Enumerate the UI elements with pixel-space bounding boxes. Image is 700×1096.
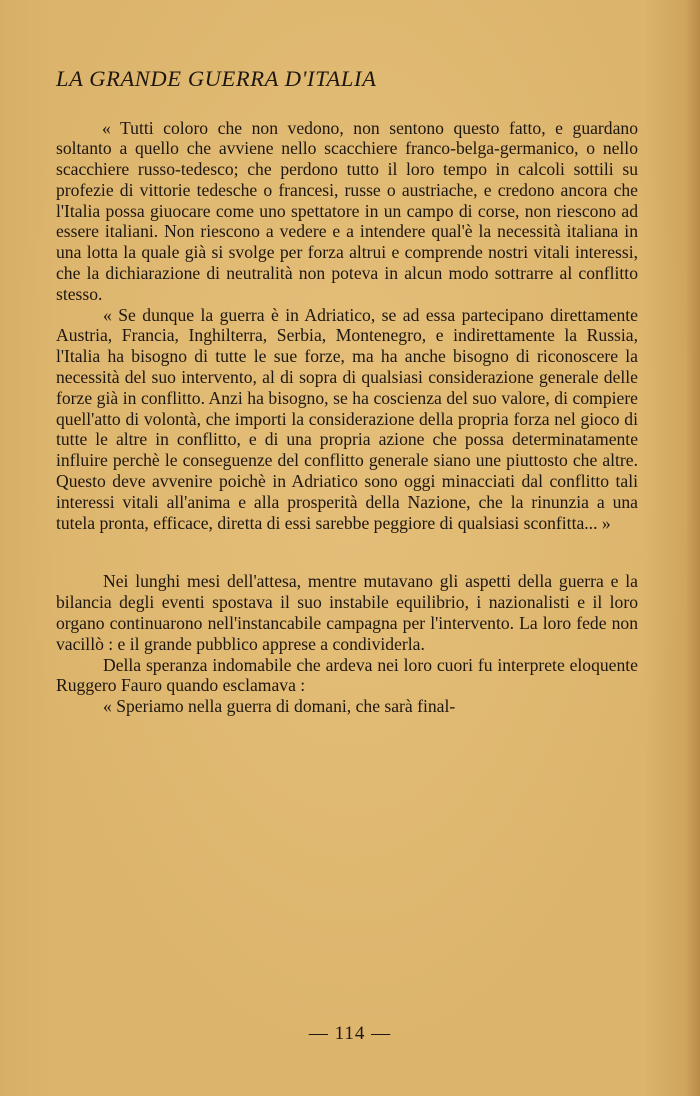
body-paragraph-4: Della speranza indomabile che ardeva nei loro cuori fu interprete eloquente Ruggero Fauro quando esclamava : [56, 654, 638, 696]
quote-paragraph-2: « Se dunque la guerra è in Adriatico, se ad essa partecipano direttamente Austria, Francia, Inghilterra, Serbia, Montenegro, e indirettamente la Russia, l'Italia ha bisogno di tutte le sue forze, ma ha anche bisogno di riconoscere la necessità del suo intervento, al di sopra di qualsiasi considerazione generale delle forze già in conflitto. Anzi ha bisogno, se ha coscienza del suo valore, di compiere quell'atto di volontà, che importi la considerazione della propria forza nel gioco di tutte le altre in conflitto, e di una propria azione che possa determinatamente influire perchè le conseguenze del conflitto generale siano une piuttosto che altre. Questo deve avvenire poichè in Adriatico sono oggi minacciati dal conflitto tali interessi vitali all'anima e alla prosperità della Nazione, che la rinunzia a una tutela pronta, efficace, diretta di essi sarebbe peggiore di qualsiasi sconfitta... » [56, 304, 638, 533]
page-body [56, 68, 638, 717]
page-edge-shadow [686, 0, 700, 1096]
running-head: LA GRANDE GUERRA D'ITALIA [56, 66, 377, 91]
quote-paragraph-5: « Speriamo nella guerra di domani, che sarà final- [103, 696, 456, 717]
page-number: — 114 — [308, 1023, 392, 1044]
body-paragraph-3: Nei lunghi mesi dell'attesa, mentre mutavano gli aspetti della guerra e la bilancia degli eventi spostava il suo instabile equilibrio, i nazionalisti e il loro organo continuarono nell'instancabile campagna per l'intervento. La loro fede non vacillò : e il grande pubblico apprese a condividerla. [56, 571, 638, 654]
quote-paragraph-1: « Tutti coloro che non vedono, non sentono questo fatto, e guardano soltanto a quello che avviene nello scacchiere franco-belga-germanico, o nello scacchiere russo-tedesco; che perdono tutto il loro tempo in calcoli sottili su profezie di vittorie tedesche o francesi, russe o austriache, e credono ancora che l'Italia possa giuocare come uno spettatore in un campo di corse, non riescono ad essere italiani. Non riescono a vedere e a intendere qual'è la necessità italiana in una lotta la quale già si svolge per forza altrui e comprende nostri vitali interessi, che la dichiarazione di neutralità non poteva in alcun modo sottrarre al conflitto stesso. [56, 117, 638, 304]
section-gap [56, 533, 638, 571]
